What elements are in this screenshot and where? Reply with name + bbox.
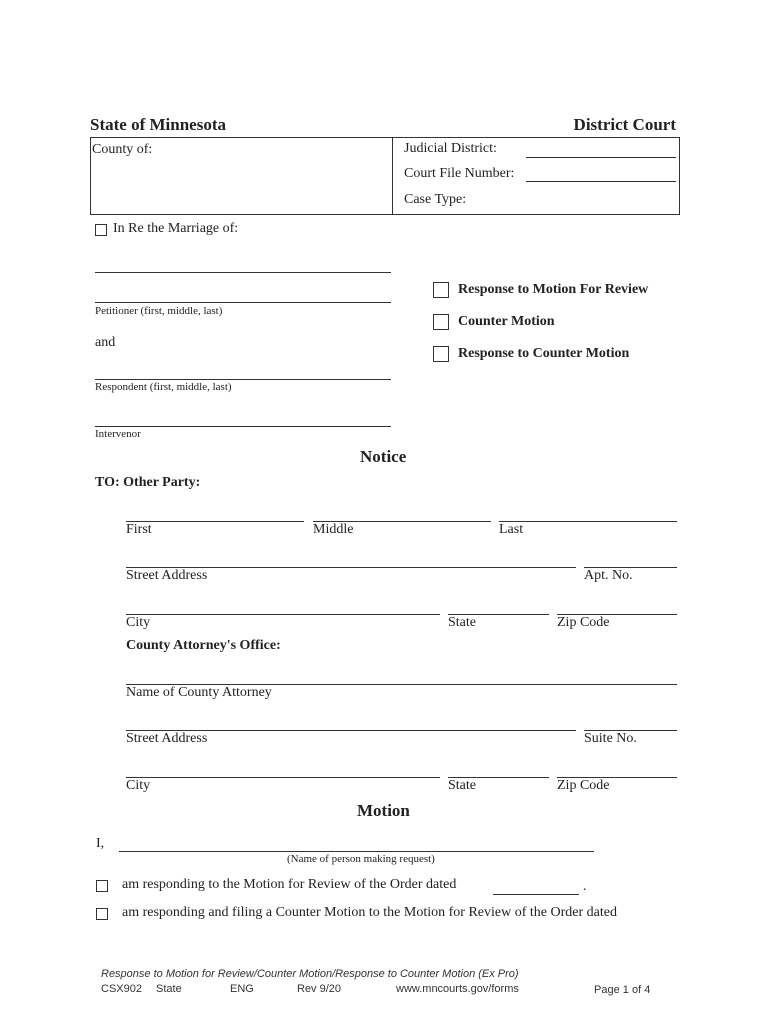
footer-form-title: Response to Motion for Review/Counter Motion/Response to Counter Motion (Ex Pro): [101, 968, 519, 980]
footer-form-code: CSX902: [101, 983, 142, 995]
footer-page-total: 4: [644, 984, 651, 996]
petitioner-label: Petitioner (first, middle, last): [95, 305, 223, 317]
apt-no-label: Apt. No.: [584, 568, 633, 583]
county-attorney-heading: County Attorney's Office:: [126, 638, 281, 653]
footer-revision: Rev 9/20: [297, 983, 342, 995]
response-to-motion-label: Response to Motion For Review: [458, 282, 649, 297]
county-attorney-city-label: City: [126, 778, 151, 793]
petitioner-name-line-2[interactable]: [95, 302, 391, 303]
state-heading: State of Minnesota: [90, 115, 226, 134]
street-address-label: Street Address: [126, 568, 208, 583]
middle-label: Middle: [313, 522, 354, 537]
in-re-checkbox[interactable]: [95, 224, 107, 236]
county-attorney-city-field[interactable]: [126, 777, 440, 778]
judicial-district-field[interactable]: [526, 157, 676, 158]
intervenor-label: Intervenor: [95, 428, 141, 440]
last-name-field[interactable]: [499, 521, 677, 522]
county-attorney-zip-label: Zip Code: [557, 778, 610, 793]
counter-motion-checkbox[interactable]: [433, 314, 449, 330]
court-heading: District Court: [573, 115, 676, 134]
option-response-period: .: [583, 879, 587, 894]
counter-motion-label: Counter Motion: [458, 314, 555, 329]
response-to-motion-checkbox[interactable]: [433, 282, 449, 298]
court-file-number-field[interactable]: [526, 181, 676, 182]
footer-jurisdiction: State: [156, 983, 182, 995]
footer-language: ENG: [230, 983, 254, 995]
last-label: Last: [499, 522, 524, 537]
caption-box: [90, 137, 680, 215]
intervenor-name-line[interactable]: [95, 426, 391, 427]
case-type-label: Case Type:: [404, 192, 467, 207]
state-label: State: [448, 615, 476, 630]
county-attorney-street-label: Street Address: [126, 731, 208, 746]
court-file-number-label: Court File Number:: [404, 166, 515, 181]
footer-website[interactable]: www.mncourts.gov/forms: [396, 983, 519, 995]
county-label: County of:: [92, 142, 153, 157]
county-attorney-suite-label: Suite No.: [584, 731, 637, 746]
petitioner-name-line-1[interactable]: [95, 272, 391, 273]
county-attorney-name-label: Name of County Attorney: [126, 685, 272, 700]
first-label: First: [126, 522, 152, 537]
and-label: and: [95, 335, 116, 350]
first-name-field[interactable]: [126, 521, 304, 522]
county-attorney-state-label: State: [448, 778, 476, 793]
motion-title: Motion: [357, 801, 410, 820]
option-counter-motion-checkbox[interactable]: [96, 908, 108, 920]
footer-page-of: of: [631, 984, 642, 996]
zip-code-label: Zip Code: [557, 615, 610, 630]
i-label: I,: [96, 836, 105, 851]
to-other-party-label: TO: Other Party:: [95, 475, 201, 490]
option-response-text: am responding to the Motion for Review of the Order dated: [122, 877, 457, 892]
footer-page-current: 1: [622, 984, 629, 996]
option-response-checkbox[interactable]: [96, 880, 108, 892]
footer-page-label: Page: [594, 984, 620, 996]
city-label: City: [126, 615, 151, 630]
respondent-name-line[interactable]: [95, 379, 391, 380]
in-re-label: In Re the Marriage of:: [113, 221, 239, 236]
response-to-counter-motion-label: Response to Counter Motion: [458, 346, 630, 361]
response-to-counter-motion-checkbox[interactable]: [433, 346, 449, 362]
order-date-field[interactable]: [493, 894, 579, 895]
caption-divider: [392, 137, 393, 215]
notice-title: Notice: [360, 447, 407, 466]
requester-name-caption: (Name of person making request): [287, 853, 435, 865]
footer-page-indicator: [594, 984, 650, 996]
respondent-label: Respondent (first, middle, last): [95, 381, 232, 393]
city-field[interactable]: [126, 614, 440, 615]
option-counter-motion-text: am responding and filing a Counter Motion to the Motion for Review of the Order dated: [122, 905, 617, 920]
judicial-district-label: Judicial District:: [404, 141, 497, 156]
requester-name-field[interactable]: [119, 851, 594, 852]
